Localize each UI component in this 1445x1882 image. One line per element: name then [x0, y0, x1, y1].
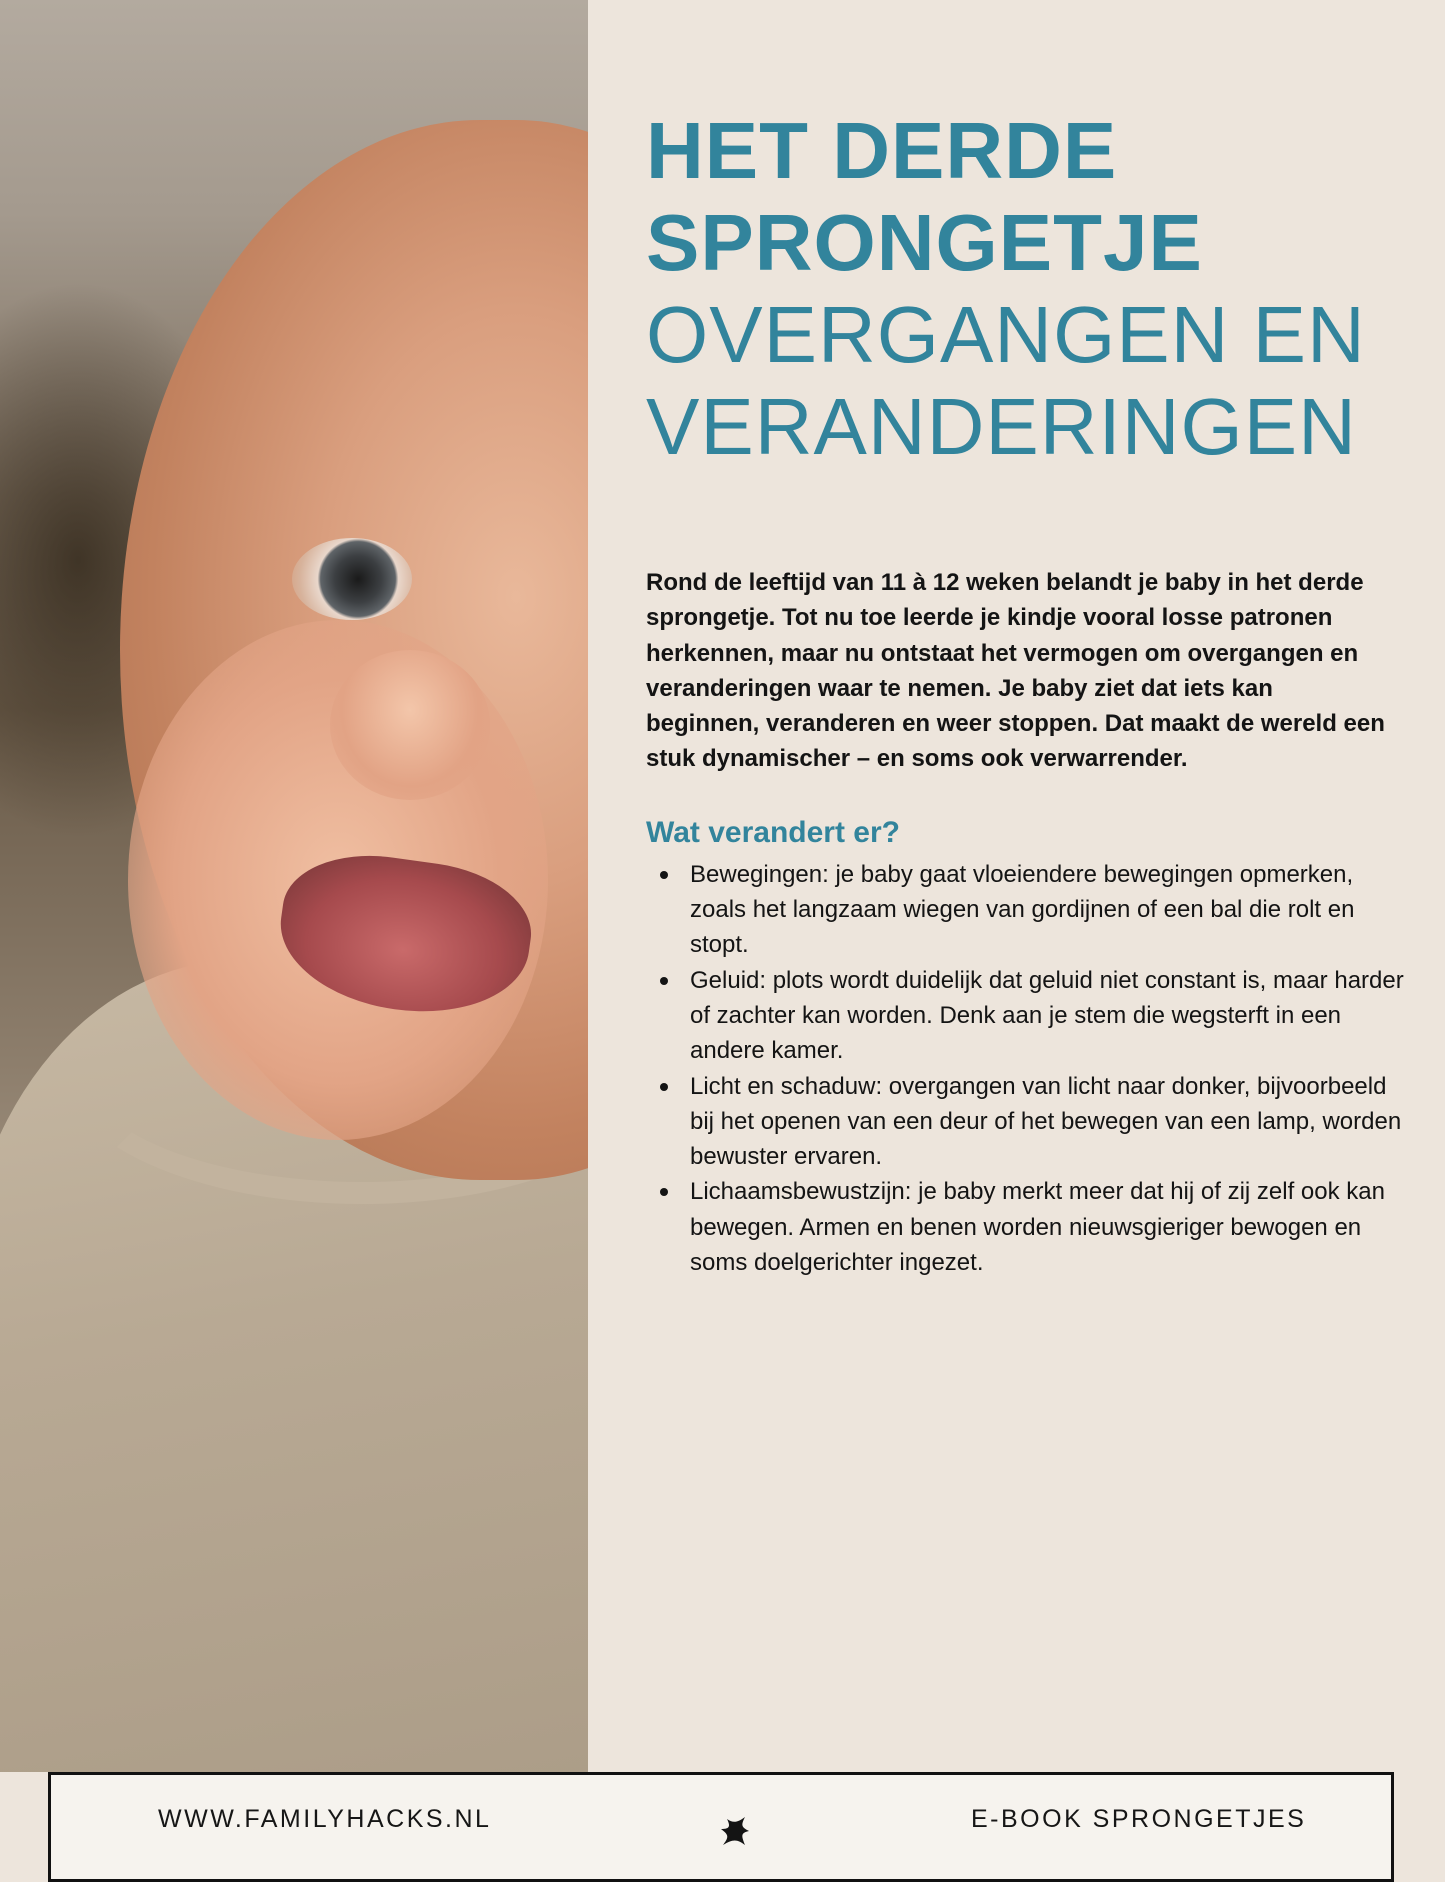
list-item: Bewegingen: je baby gaat vloeiendere bewegingen opmerken, zoals het langzaam wiegen van gordijnen of een bal die rolt en stopt.: [646, 857, 1406, 963]
baby-nose: [330, 650, 490, 800]
list-item: Licht en schaduw: overgangen van licht naar donker, bijvoorbeeld bij het openen van een deur of het bewegen van een lamp, worden bewuster ervaren.: [646, 1069, 1406, 1175]
list-item: Geluid: plots wordt duidelijk dat geluid niet constant is, maar harder of zachter kan worden. Denk aan je stem die wegsterft in een andere kamer.: [646, 963, 1406, 1069]
ebook-label: E-BOOK SPRONGETJES: [971, 1805, 1307, 1833]
footer-bar: [48, 1772, 1394, 1882]
section-heading: Wat verandert er?: [646, 815, 900, 849]
hero-photo: [0, 0, 588, 1772]
title-line-2: SPRONGETJE: [646, 198, 1203, 287]
title-line-1: HET DERDE: [646, 106, 1118, 195]
page-title: [646, 105, 1406, 473]
bullet-list: [646, 857, 1406, 1281]
content-column: [646, 105, 1406, 1280]
intro-paragraph: Rond de leeftijd van 11 à 12 weken belandt je baby in het derde sprongetje. Tot nu toe leerde je kindje vooral losse patronen herkennen, maar nu ontstaat het vermogen om overgangen en veranderingen waar te nemen. Je baby ziet dat iets kan beginnen, veranderen en weer stoppen. Dat maakt de wereld een stuk dynamischer – en soms ook verwarrender.: [646, 569, 1385, 773]
list-item: Lichaamsbewustzijn: je baby merkt meer dat hij of zij zelf ook kan bewegen. Armen en benen worden nieuwsgieriger bewogen en soms doelgerichter ingezet.: [646, 1174, 1406, 1280]
title-line-3: OVERGANGEN EN: [646, 290, 1366, 379]
star-icon: [719, 1815, 751, 1847]
website-link[interactable]: WWW.FAMILYHACKS.NL: [158, 1805, 492, 1833]
baby-eye: [292, 538, 412, 620]
title-line-4: VERANDERINGEN: [646, 382, 1357, 471]
